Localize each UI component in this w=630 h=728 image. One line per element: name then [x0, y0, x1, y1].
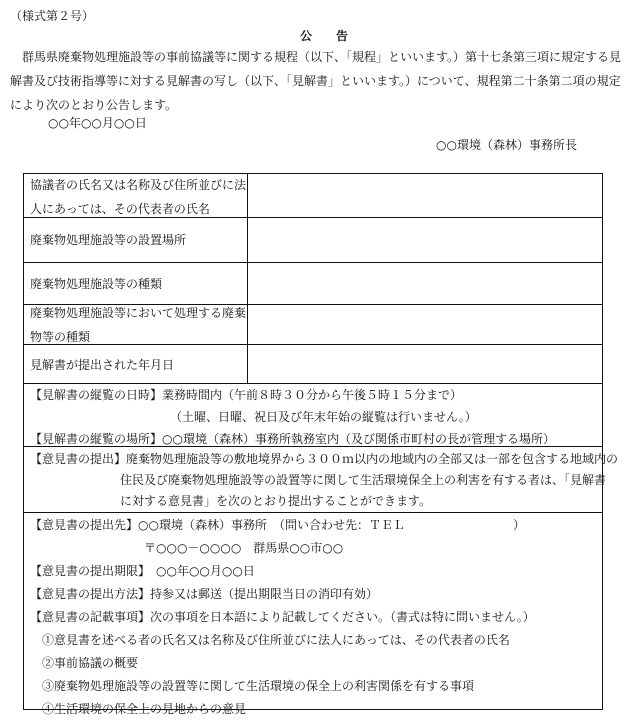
list-item: ③廃棄物処理施設等の設置等に関して生活環境の保全上の利害関係を有する事項 [42, 679, 475, 693]
list-item: ④生活環境の保全上の見地からの意見 [42, 702, 247, 716]
intro-paragraph [10, 45, 622, 117]
intro-line: により次のとおり公告します。 [10, 98, 178, 112]
opinion-line: に対する意見書」を次のとおり提出することができます。 [120, 494, 432, 508]
opinion-submission-section [24, 447, 619, 513]
intro-line: 群馬県廃棄物処理施設等の事前協議等に関する規程（以下、「規程」といいます。）第十七条第三項に規定する見 [10, 50, 622, 64]
list-item: ①意見書を述べる者の氏名又は名称及び住所並びに法人にあっては、その代表者の氏名 [42, 633, 510, 647]
row-label: 廃棄物処理施設等の設置場所 [30, 233, 187, 247]
opinion-line: 住民及び廃棄物処理施設等の設置等に関して生活環境保全上の利害を有する者は、「見解書 [120, 473, 607, 487]
issuer-name: ○○環境（森林）事務所長 [436, 138, 577, 152]
notice-date: ○○年○○月○○日 [48, 116, 147, 130]
submission-address: 〒○○○－○○○○ 群馬県○○市○○ [144, 541, 344, 555]
row-label: 廃棄物処理施設等の種類 [30, 277, 163, 291]
column-divider [247, 174, 248, 384]
submission-destination: 【意見書の提出先】○○環境（森林）事務所 （問い合わせ先：ＴＥＬ ） [30, 518, 525, 532]
row-label: 廃棄物処理施設等において処理する廃棄 物等の種類 [30, 306, 247, 344]
table-row [24, 263, 602, 305]
table-row [24, 305, 602, 345]
notice-table [23, 173, 619, 716]
submission-details-section [24, 513, 602, 716]
submission-deadline: 【意見書の提出期限】 ○○年○○月○○日 [30, 564, 255, 578]
viewing-time-note: （土曜、日曜、祝日及び年末年始の縦覧は行いません。） [170, 410, 477, 424]
row-label: 見解書が提出された年月日 [30, 358, 175, 372]
viewing-place: 【見解書の縦覧の場所】○○環境（森林）事務所執務室内（及び関係市町村の長が管理する場所） [30, 432, 555, 446]
notice-title: 公 告 [300, 29, 349, 43]
row-label: 協議者の氏名又は名称及び住所並びに法 人にあっては、その代表者の氏名 [30, 178, 247, 216]
required-items-header: 【意見書の記載事項】次の事項を日本語により記載してください。（書式は特に問いません。） [30, 610, 535, 624]
list-item: ②事前協議の概要 [42, 656, 139, 670]
intro-line: 解書及び技術指導等に対する見解書の写し（以下、「見解書」といいます。）について、規程第二十条第二項の規定 [10, 74, 621, 88]
submission-method: 【意見書の提出方法】持参又は郵送（提出期限当日の消印有効） [30, 587, 379, 601]
form-number: （様式第２号） [10, 9, 95, 23]
table-row [24, 345, 602, 384]
opinion-line: 【意見書の提出】廃棄物処理施設等の敷地境界から３００ｍ以内の地域内の全部又は一部を包含する地域内の [30, 452, 619, 466]
viewing-time: 【見解書の縦覧の日時】業務時間内（午前８時３０分から午後５時１５分まで） [30, 388, 463, 402]
table-row [24, 218, 602, 263]
table-row [24, 174, 602, 218]
viewing-section [24, 384, 602, 447]
